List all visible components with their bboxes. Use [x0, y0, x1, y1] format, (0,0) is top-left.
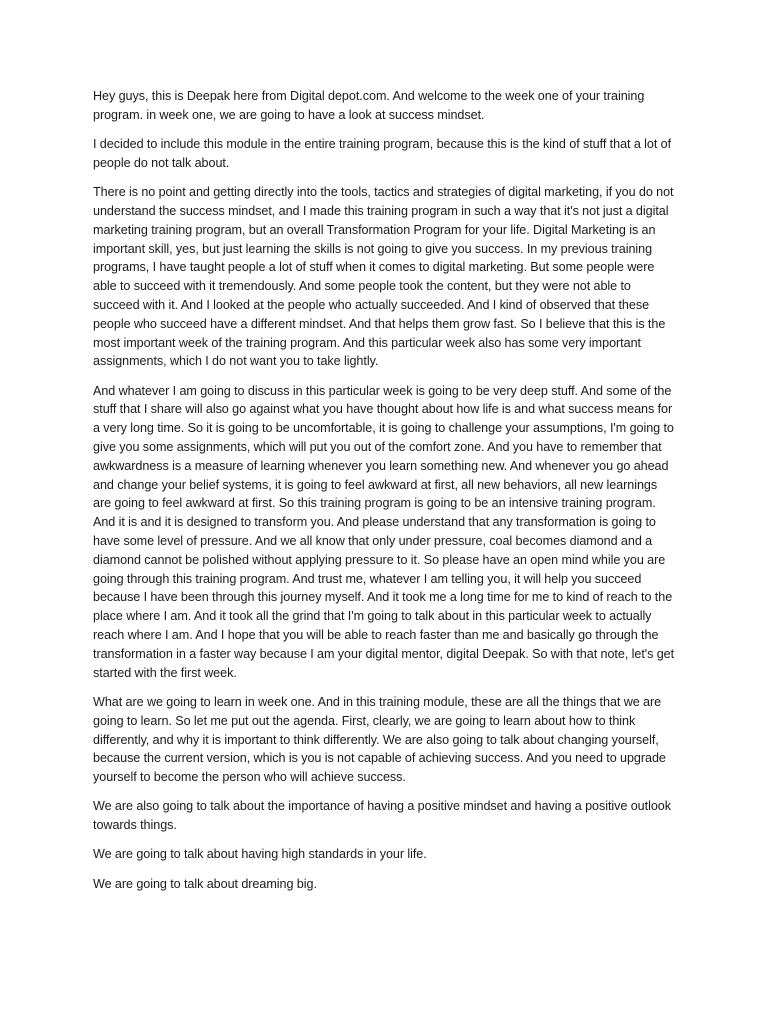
paragraph-success-mindset: There is no point and getting directly into the tools, tactics and strategies of digital marketing, if you do not understand the success mindset, and I made this training program in such a way that it's not just a digital marketing training program, but an overall Transformation Program for your life. Digital Marketing is an important skill, yes, but just learning the skills is not going to give you success. In my previous training programs, I have taught people a lot of stuff when it comes to digital marketing. But some people were able to succeed with it tremendously. And some people took the content, but they were not able to succeed with it. And I looked at the people who actually succeeded. And I kind of observed that these people who succeed have a different mindset. And that helps them grow fast. So I believe that this is the most important week of the training program. And this particular week also has some very important assignments, which I do not want you to take lightly. — [93, 185, 674, 369]
paragraph-dreaming-big: We are going to talk about dreaming big. — [93, 876, 317, 891]
paragraph-high-standards: We are going to talk about having high standards in your life. — [93, 847, 427, 862]
paragraph-positive-mindset: We are also going to talk about the importance of having a positive mindset and having a positive outlook towards things. — [93, 799, 671, 833]
paragraph-intro: Hey guys, this is Deepak here from Digital depot.com. And welcome to the week one of your training program. in week one, we are going to have a look at success mindset. — [93, 89, 645, 122]
document-page — [93, 87, 675, 904]
paragraph-deep-stuff: And whatever I am going to discuss in this particular week is going to be very deep stuff. And some of the stuff that I share will also go against what you have thought about how life is and what success means for a very long time. So it is going to be uncomfortable, it is going to challenge your assumptions, I'm going to give you some assignments, which will put you out of the comfort zone. And you have to remember that awkwardness is a measure of learning whenever you learn something new. And whenever you go ahead and change your belief systems, it is going to feel awkward at first, all new behaviors, all new learnings are going to feel awkward at first. So this training program is going to be an intensive training program. And it is and it is designed to transform you. And please understand that any transformation is going to have some level of pressure. And we all know that only under pressure, coal becomes diamond and a diamond cannot be polished without applying pressure to it. So please have an open mind while you are going through this training program. And trust me, whatever I am telling you, it will help you succeed because I have been through this journey myself. And it took me a long time for me to kind of reach to the place where I am. And it took all the grind that I'm going to talk about in this particular week to actually reach where I am. And I hope that you will be able to reach faster than me and basically go through the transformation in a faster way because I am your digital mentor, digital Deepak. So with that note, let's get started with the first week. — [93, 383, 675, 680]
paragraph-agenda: What are we going to learn in week one. And in this training module, these are all the things that we are going to learn. So let me put out the agenda. First, clearly, we are going to learn about how to think differently, and why it is important to think differently. We are also going to talk about changing yourself, because the current version, which is you is not capable of achieving success. And you need to upgrade yourself to become the person who will achieve success. — [93, 694, 666, 785]
paragraph-module-reason: I decided to include this module in the entire training program, because this is the kind of stuff that a lot of people do not talk about. — [93, 137, 672, 170]
